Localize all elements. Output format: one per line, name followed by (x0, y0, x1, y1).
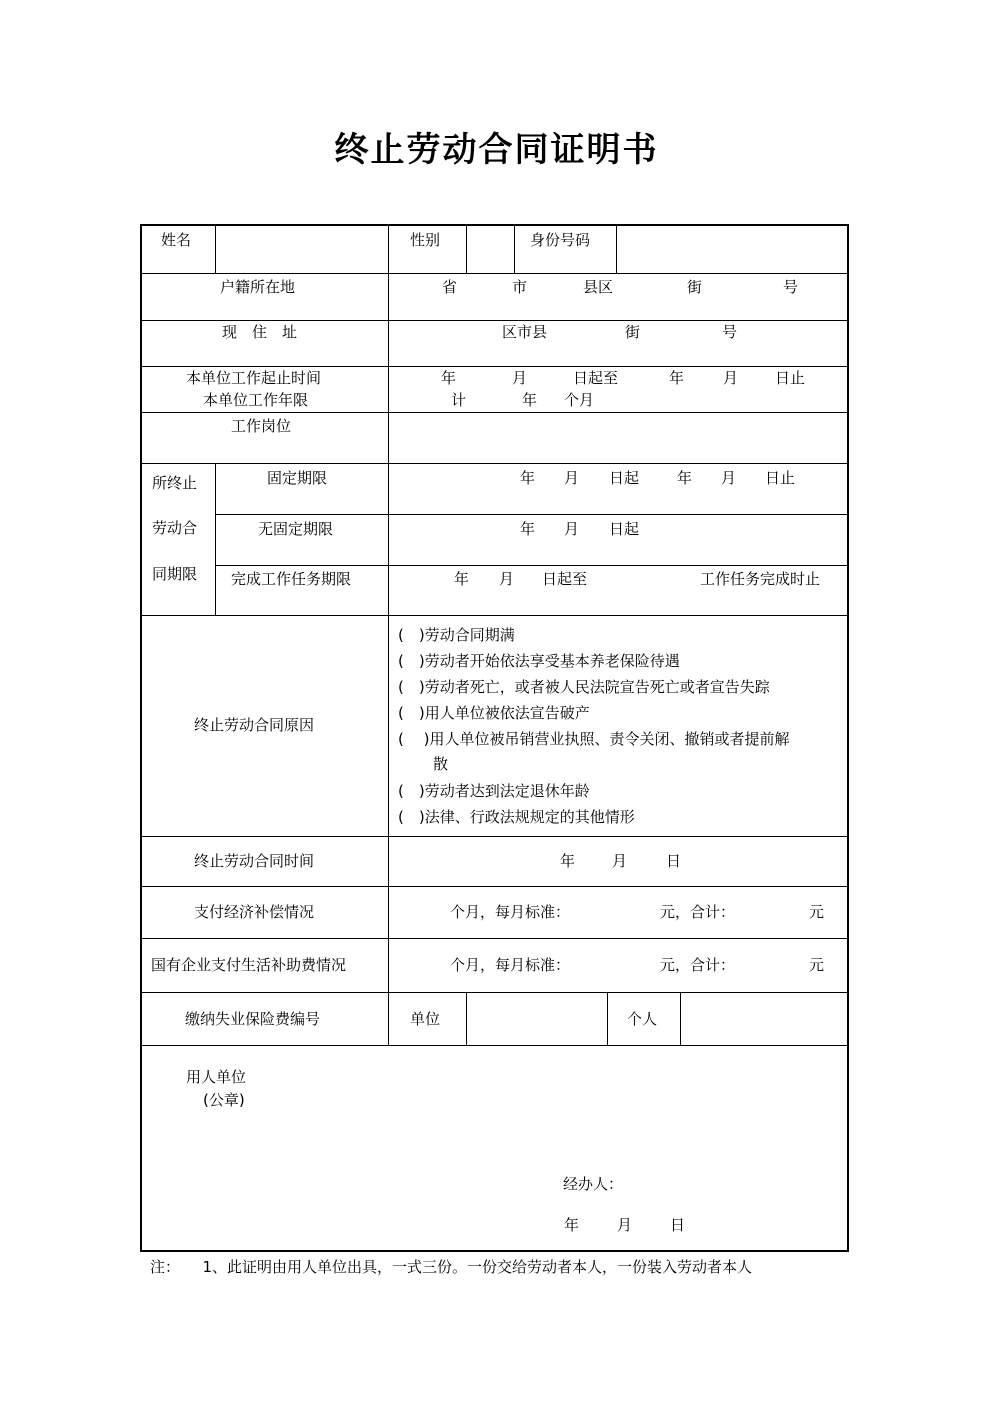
subsidy-yuan: 元 (809, 956, 825, 974)
open-yue: 月 (564, 520, 580, 538)
task-term-label: 完成工作任务期限 (231, 570, 352, 588)
reason-label: 终止劳动合同原因 (194, 716, 315, 734)
end-time-ri: 日 (666, 852, 682, 870)
end-time-label: 终止劳动合同时间 (194, 852, 315, 870)
fixed-term-label: 固定期限 (267, 469, 328, 487)
fixed-yue1: 月 (564, 469, 580, 487)
end-time-nian: 年 (560, 852, 576, 870)
work-ji: 计 (451, 391, 467, 409)
work-geyue: 个月 (564, 391, 595, 409)
hukou-sheng: 省 (442, 278, 458, 296)
name-label: 姓名 (161, 231, 192, 249)
reason-item: ( )用人单位被依法宣告破产 (398, 704, 590, 722)
reason-item: ( )用人单位被吊销营业执照、责令关闭、撤销或者提前解 (398, 730, 790, 748)
reason-item: ( )劳动者达到法定退休年龄 (398, 782, 590, 800)
insurance-label: 缴纳失业保险费编号 (185, 1010, 321, 1028)
hukou-shi: 市 (512, 278, 528, 296)
compensation-yuan: 元 (809, 903, 825, 921)
open-riqi: 日起 (609, 520, 640, 538)
work-yue1: 月 (512, 369, 528, 387)
sign-nian: 年 (564, 1216, 580, 1234)
open-nian: 年 (520, 520, 536, 538)
work-nian1: 年 (441, 369, 457, 387)
insurance-unit-label: 单位 (410, 1010, 441, 1028)
fixed-nian2: 年 (677, 469, 693, 487)
subsidy-yuan-heji: 元，合计： (660, 956, 736, 974)
address-jie: 街 (625, 323, 641, 341)
reason-item: ( )劳动合同期满 (398, 626, 515, 644)
post-label: 工作岗位 (231, 417, 292, 435)
reason-item: 散 (433, 755, 449, 773)
compensation-geyue: 个月，每月标准： (450, 903, 571, 921)
footnote: 注： 1、此证明由用人单位出具，一式三份。一份交给劳动者本人，一份装入劳动者本人 (150, 1258, 753, 1276)
hukou-jie: 街 (687, 278, 703, 296)
hukou-label: 户籍所在地 (220, 278, 296, 296)
task-riqizhi: 日起至 (542, 570, 588, 588)
subsidy-label: 国有企业支付生活补助费情况 (151, 956, 347, 974)
page-title: 终止劳动合同证明书 (334, 130, 659, 170)
work-years-label: 本单位工作年限 (203, 391, 309, 409)
work-riqizhi: 日起至 (573, 369, 619, 387)
period-side-line3: 同期限 (152, 565, 198, 583)
address-label: 现 住 址 (222, 323, 298, 341)
insurance-personal-label: 个人 (627, 1010, 658, 1028)
employer-label: 用人单位 (186, 1068, 247, 1086)
fixed-riqi: 日起 (609, 469, 640, 487)
task-nian: 年 (454, 570, 470, 588)
work-yue2: 月 (723, 369, 739, 387)
certificate-table (140, 224, 849, 1252)
reason-item: ( )劳动者开始依法享受基本养老保险待遇 (398, 652, 680, 670)
reason-item: ( )劳动者死亡，或者被人民法院宣告死亡或者宣告失踪 (398, 678, 770, 696)
period-side-line2: 劳动合 (152, 519, 198, 537)
compensation-label: 支付经济补偿情况 (194, 903, 315, 921)
task-yue: 月 (499, 570, 515, 588)
work-nian2: 年 (669, 369, 685, 387)
work-rizhi: 日止 (775, 369, 806, 387)
id-number-label: 身份号码 (530, 231, 591, 249)
compensation-yuan-heji: 元，合计： (660, 903, 736, 921)
period-side-line1: 所终止 (152, 474, 198, 492)
seal-label: (公章) (203, 1091, 245, 1109)
fixed-yue2: 月 (721, 469, 737, 487)
task-end: 工作任务完成时止 (700, 570, 821, 588)
handler-label: 经办人： (563, 1175, 624, 1193)
work-nian3: 年 (522, 391, 538, 409)
reason-item: ( )法律、行政法规规定的其他情形 (398, 808, 635, 826)
address-hao: 号 (722, 323, 738, 341)
open-term-label: 无固定期限 (258, 520, 334, 538)
subsidy-geyue: 个月，每月标准： (450, 956, 571, 974)
fixed-rizhi: 日止 (765, 469, 796, 487)
work-time-label: 本单位工作起止时间 (186, 369, 322, 387)
gender-label: 性别 (410, 231, 441, 249)
address-qushixian: 区市县 (502, 323, 548, 341)
hukou-hao: 号 (783, 278, 799, 296)
sign-yue: 月 (617, 1216, 633, 1234)
fixed-nian1: 年 (520, 469, 536, 487)
hukou-xianqu: 县区 (583, 278, 614, 296)
end-time-yue: 月 (612, 852, 628, 870)
sign-ri: 日 (670, 1216, 686, 1234)
